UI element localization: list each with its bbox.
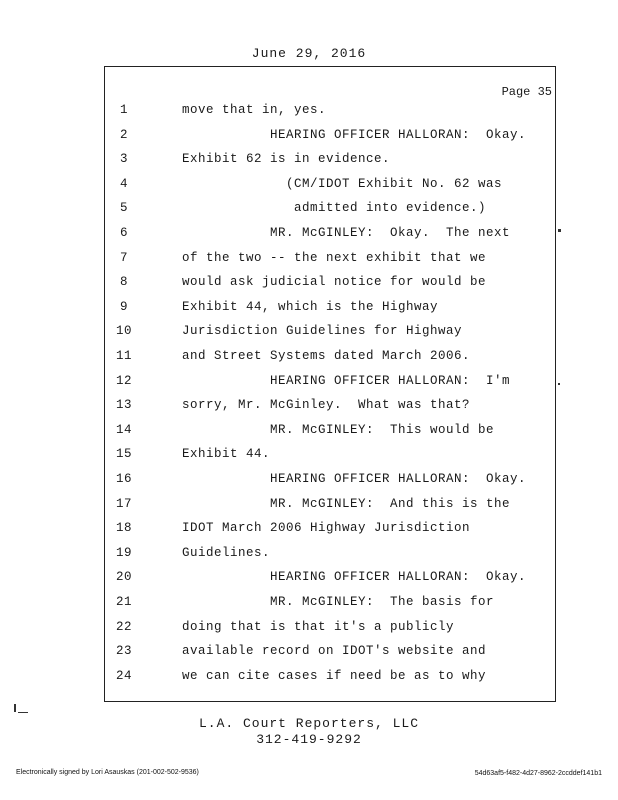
transcript-line — [0, 423, 618, 443]
line-number: 17 — [115, 496, 132, 511]
transcript-line — [0, 497, 618, 517]
transcript-line — [0, 300, 618, 320]
line-number: 8 — [119, 275, 128, 290]
scan-artifact — [18, 712, 28, 713]
line-text: of the two -- the next exhibit that we — [182, 250, 487, 265]
line-number: 9 — [119, 299, 128, 314]
transcript-line — [0, 275, 618, 295]
transcript-line — [0, 595, 618, 615]
line-text: doing that is that it's a publicly — [182, 619, 455, 634]
court-reporter-phone: 312-419-9292 — [256, 732, 362, 747]
line-text: HEARING OFFICER HALLORAN: Okay. — [182, 127, 527, 142]
line-number: 20 — [115, 570, 132, 585]
transcript-line — [0, 374, 618, 394]
line-text: MR. McGINLEY: Okay. The next — [182, 226, 511, 240]
line-text: admitted into evidence.) — [182, 201, 487, 216]
transcript-line — [0, 349, 618, 369]
transcript-line — [0, 324, 618, 344]
line-text: available record on IDOT's website and — [182, 644, 487, 659]
line-number: 22 — [115, 619, 132, 634]
line-text: (CM/IDOT Exhibit No. 62 was — [182, 176, 503, 191]
transcript-line — [0, 521, 618, 541]
line-number: 1 — [119, 103, 128, 117]
line-number: 10 — [115, 324, 132, 339]
line-number: 3 — [119, 152, 128, 167]
line-text: we can cite cases if need be as to why — [182, 668, 487, 683]
line-number: 15 — [115, 447, 132, 462]
line-number: 5 — [119, 201, 128, 216]
line-number: 23 — [115, 644, 132, 659]
line-number: 24 — [115, 668, 132, 683]
line-number: 2 — [119, 127, 128, 142]
line-text: HEARING OFFICER HALLORAN: Okay. — [182, 472, 527, 486]
transcript-line — [0, 570, 618, 590]
court-reporter-name: L.A. Court Reporters, LLC — [198, 716, 420, 731]
page-number: Page 35 — [501, 85, 552, 99]
line-number: 21 — [115, 595, 132, 609]
transcript-line — [0, 398, 618, 418]
transcript-line — [0, 251, 618, 271]
line-number: 13 — [115, 398, 132, 413]
line-number: 11 — [115, 349, 132, 363]
transcript-line — [0, 447, 618, 467]
line-text: HEARING OFFICER HALLORAN: I'm — [182, 373, 511, 388]
transcript-line — [0, 472, 618, 492]
scan-artifact — [558, 383, 560, 385]
transcript-line — [0, 226, 618, 246]
line-number: 12 — [115, 373, 132, 388]
line-number: 18 — [115, 521, 132, 536]
transcript-line — [0, 128, 618, 148]
line-text: MR. McGINLEY: This would be — [182, 422, 495, 437]
line-text: and Street Systems dated March 2006. — [182, 349, 471, 363]
transcript-line — [0, 152, 618, 172]
line-number: 14 — [115, 422, 132, 437]
line-text: sorry, Mr. McGinley. What was that? — [182, 398, 471, 413]
line-number: 16 — [115, 472, 132, 486]
line-text: HEARING OFFICER HALLORAN: Okay. — [182, 570, 527, 585]
line-text: MR. McGINLEY: And this is the — [182, 496, 511, 511]
document-id: 54d63af5-f482-4d27-8962-2ccddef141b1 — [474, 770, 602, 777]
line-number: 7 — [119, 250, 128, 265]
line-text: would ask judicial notice for would be — [182, 275, 487, 290]
scan-artifact — [558, 229, 561, 232]
line-text: Exhibit 44. — [182, 447, 271, 462]
line-text: move that in, yes. — [182, 103, 327, 117]
electronic-signature-note: Electronically signed by Lori Asauskas (201-002-502-9536) — [16, 769, 199, 776]
line-text: Exhibit 62 is in evidence. — [182, 152, 391, 167]
line-text: Jurisdiction Guidelines for Highway — [182, 324, 463, 339]
transcript-line — [0, 644, 618, 664]
line-text: Guidelines. — [182, 545, 271, 560]
line-number: 4 — [119, 176, 128, 191]
transcript-date: June 29, 2016 — [251, 46, 367, 61]
line-number: 19 — [115, 545, 132, 560]
scan-artifact — [14, 704, 16, 712]
line-number: 6 — [119, 226, 128, 240]
transcript-line — [0, 201, 618, 221]
transcript-line — [0, 546, 618, 566]
line-text: MR. McGINLEY: The basis for — [182, 595, 495, 609]
line-text: Exhibit 44, which is the Highway — [182, 299, 439, 314]
transcript-line — [0, 669, 618, 689]
line-text: IDOT March 2006 Highway Jurisdiction — [182, 521, 471, 536]
transcript-line — [0, 103, 618, 123]
transcript-line — [0, 620, 618, 640]
transcript-line — [0, 177, 618, 197]
